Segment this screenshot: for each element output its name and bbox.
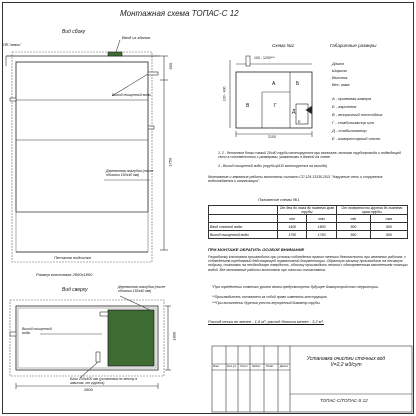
- table-subheader-2: max: [307, 215, 336, 223]
- table-cell: 550: [336, 231, 370, 239]
- legend-item-b: Б - аэротенк: [332, 104, 357, 109]
- formwork-label: Деревянная опалубка (после обсыпки 150х40 мм): [106, 169, 154, 177]
- table-subheader-1: min: [278, 215, 307, 223]
- dimension-weight: Вес, макс: [332, 82, 350, 87]
- sheet-title: Монтажная схема ТОПАС-С 12: [120, 9, 239, 18]
- table-row: [209, 223, 408, 231]
- note-1: 1, 2 - бетонные блоки самый 20х40 трубы монтируются при монтаже, монтаж трубопровода и подводящей сети в соответствии с размерами, указанными в данной на схеме.: [218, 151, 401, 159]
- zone-b: Б: [296, 81, 300, 87]
- note-2: 3 - Выход очищенной воды (труба ф110 монтируется на выходе).: [218, 164, 328, 168]
- front-view-drawing: [6, 40, 168, 262]
- stamp-header-change: Изм.: [213, 364, 220, 368]
- legend-item-d: Д - стабилизатор: [332, 128, 367, 133]
- stamp-header-sheet: Лист: [240, 364, 248, 368]
- stamp-header-count: Кол.уч.: [227, 364, 237, 368]
- scheme1-label: Схема №1: [272, 43, 295, 48]
- stamp-header-sign: Подп.: [266, 364, 274, 368]
- table-header-2: От поверхности грунта до нижнего края трубы: [336, 206, 407, 215]
- table-cell: 900: [370, 231, 407, 239]
- table-cell: 1750: [307, 231, 336, 239]
- dimension-width: Ширина: [332, 68, 347, 73]
- outlet-label: Выход очищенной воды: [112, 93, 151, 97]
- table-cell: Выход очищенной воды: [209, 231, 278, 239]
- pit-size-label: Размер котлована 2800х1800: [36, 272, 93, 277]
- top-formwork-label: Деревянная опалубка (после обсыпки 150х40 мм): [118, 285, 166, 293]
- dimension-height: Высота: [332, 75, 348, 80]
- position-table: [208, 205, 408, 239]
- table-header-0: [209, 206, 278, 215]
- table-subheader-0: [209, 215, 278, 223]
- stamp-product: Установка очистки сточных вод V=2,2 м3/сут: [306, 356, 386, 368]
- table-row: [209, 231, 408, 239]
- scheme1-drawing: [230, 56, 312, 137]
- zone-a: А: [272, 81, 276, 87]
- footnote-1: *При определении отметки уровня земли предусмотреть будущее благоустройство территории.: [212, 285, 379, 289]
- stamp-code: ТОПАС-С/ТОПАС-S 12: [320, 398, 368, 403]
- dim-right: 1750: [167, 157, 173, 167]
- footnote-3: ***При выполнении бурения учесть внутренний диаметр трубы.: [212, 301, 321, 305]
- dim-top: 550: [168, 62, 174, 70]
- footnote-2: **Производитель оставляет за собой право изменять конструкцию.: [212, 295, 328, 299]
- zone-d: Д: [292, 109, 296, 115]
- table-cell: 1800: [307, 223, 336, 231]
- scheme1-dim-height: 100 - 400: [222, 86, 227, 102]
- sand-label: Песчаная подсыпка: [54, 255, 91, 260]
- inlet-label: Ввод из здания: [122, 35, 151, 40]
- block-label: Блок 100х400 мм (установка по месту в зависим. от грунта): [70, 377, 138, 385]
- dimension-length: Длина: [332, 61, 344, 66]
- table-subheader-3: min: [336, 215, 370, 223]
- warning-body: Разработку котлована производить при условии соблюдения правил техники безопасности при земляных работах, с соблюдением требований действующей нормативной документации. Обратную засыпку производить на песчаную подушку, становясь на необходимую твердость, обсыпку производить песком с одновременным заполнением станции водой. Все монтажные работы выполнять при наличии согласования.: [208, 255, 408, 272]
- legend-item-v: В - вторичный отстойник: [332, 112, 383, 117]
- table-cell: 500: [336, 223, 370, 231]
- top-dim-width: 2800: [84, 387, 93, 392]
- table-cell: 1750: [278, 231, 307, 239]
- pipe-label: 100 - 1200***: [254, 56, 275, 60]
- ground-level-note: ПВ-"земли": [3, 43, 22, 47]
- table-caption: Положение схемы №1: [258, 197, 300, 202]
- table-cell: Ввод сточной воды: [209, 223, 278, 231]
- front-view-label: Вид сбоку: [62, 29, 86, 35]
- top-outlet-label: Выход очищенной воды: [22, 327, 52, 335]
- table-subheader-4: max: [370, 215, 407, 223]
- zone-g: Г: [274, 103, 277, 109]
- table-cell: 900: [370, 223, 407, 231]
- dimensions-heading: Габаритные размеры: [330, 43, 377, 48]
- zone-e: Е: [298, 119, 301, 124]
- top-view-label: Вид сверху: [62, 287, 88, 293]
- scheme1-dim-width: 2100: [268, 135, 276, 139]
- legend-item-e: Е - компрессорный отсек: [332, 136, 381, 141]
- sand-calc: Расход песка не менее - 1,6 м³; расход бетона менее - 3,2 м³.: [208, 319, 324, 324]
- note-3: Монтажные и земляные работы выполнять согласно СП 129.13330.2011 "Наружные сети и сооружения водоснабжения и канализации".: [208, 175, 383, 183]
- stamp-header-date: Дата: [280, 364, 288, 368]
- stamp-header-doc: №док.: [252, 364, 261, 368]
- top-dim-height: 1800: [171, 331, 177, 341]
- warning-heading: ПРИ МОНТАЖЕ ОБРАТИТЬ ОСОБОЕ ВНИМАНИЕ: [208, 247, 305, 252]
- table-header-1: От дна до ложа до нижнего края трубы: [278, 206, 337, 215]
- legend-item-a: А - приемная камера: [332, 96, 371, 101]
- legend-item-g: Г - стабилизатор ила: [332, 120, 374, 125]
- zone-v: В: [246, 103, 250, 109]
- top-view-drawing: [10, 296, 171, 389]
- table-cell: 1400: [278, 223, 307, 231]
